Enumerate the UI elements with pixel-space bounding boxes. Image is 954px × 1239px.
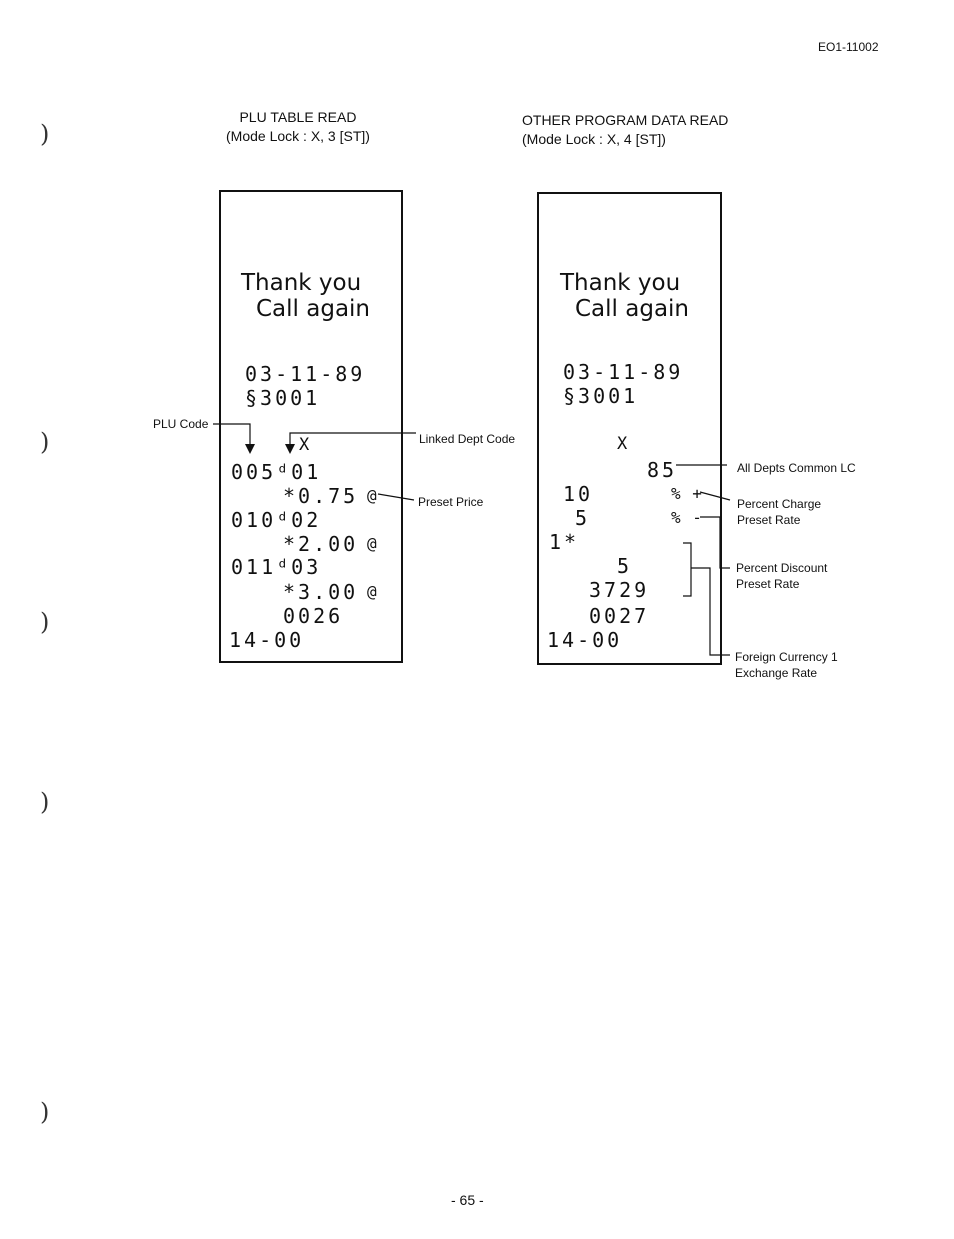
receipt-date: 03-11-89 [563, 360, 684, 384]
at-mark: @ [367, 582, 380, 601]
receipt-consec: 0026 [283, 604, 344, 628]
other-program-mode-lock: (Mode Lock : X, 4 [ST]) [522, 131, 666, 147]
receipt-mode: X [617, 434, 631, 454]
other-program-title: OTHER PROGRAM DATA READ [522, 112, 729, 128]
discount-rate-value: 5 [575, 506, 591, 530]
currency-rate-a: 5 [617, 554, 633, 578]
foreign-currency-label-line2: Exchange Rate [735, 666, 818, 680]
receipt-thanks-line1: Thank you [560, 270, 681, 296]
charge-rate-value: 10 [563, 482, 594, 506]
binding-mark: ) [40, 428, 50, 456]
percent-discount-label-line1: Percent Discount [736, 561, 828, 575]
percent-discount-label-line2: Preset Rate [736, 577, 800, 591]
discount-sign: % - [671, 508, 703, 527]
binding-mark: ) [40, 608, 50, 636]
binding-mark: ) [40, 120, 50, 148]
charge-sign: % + [671, 484, 703, 503]
receipt-consec: 0027 [589, 604, 650, 628]
receipt-reg-number: §3001 [563, 384, 639, 408]
binding-mark: ) [40, 1098, 50, 1126]
plu-table-mode-lock: (Mode Lock : X, 3 [ST]) [226, 128, 370, 144]
currency-rate-b: 3729 [589, 578, 650, 602]
receipt-1star: 1* [549, 530, 580, 554]
all-depts-common-lc-label: All Depts Common LC [737, 461, 856, 475]
receipt-clerk-time: 14-00 [547, 628, 623, 652]
page-number: - 65 - [451, 1192, 484, 1208]
at-mark: @ [367, 486, 380, 505]
receipt-row: 005ᵈ01 [231, 460, 322, 484]
receipt-row: *3.00 [283, 580, 359, 604]
percent-discount-label [736, 560, 827, 592]
receipt-thanks-line1: Thank you [241, 270, 362, 296]
receipt-thanks-line2: Call again [575, 296, 690, 322]
receipt-mode: X [299, 435, 313, 455]
receipt-date: 03-11-89 [245, 362, 366, 386]
plu-code-label: PLU Code [153, 417, 209, 431]
linked-dept-code-label: Linked Dept Code [419, 432, 516, 446]
plu-table-title: PLU TABLE READ [239, 109, 357, 125]
receipt-clerk-time: 14-00 [229, 628, 305, 652]
percent-charge-label-line2: Preset Rate [737, 513, 801, 527]
percent-charge-label [737, 496, 821, 528]
receipt-thanks-line2: Call again [256, 296, 371, 322]
receipt-row: 010ᵈ02 [231, 508, 322, 532]
foreign-currency-label-line1: Foreign Currency 1 [735, 650, 838, 664]
receipt-row: 011ᵈ03 [231, 555, 322, 579]
preset-price-label: Preset Price [418, 495, 484, 509]
receipt-reg-number: §3001 [245, 386, 321, 410]
receipt-row: *2.00 [283, 532, 359, 556]
document-id: EO1-11002 [818, 40, 879, 54]
binding-mark: ) [40, 788, 50, 816]
receipt-row: *0.75 [283, 484, 359, 508]
common-lc-value: 85 [647, 458, 678, 482]
at-mark: @ [367, 534, 380, 553]
foreign-currency-label [735, 649, 838, 681]
percent-charge-label-line1: Percent Charge [737, 497, 822, 511]
